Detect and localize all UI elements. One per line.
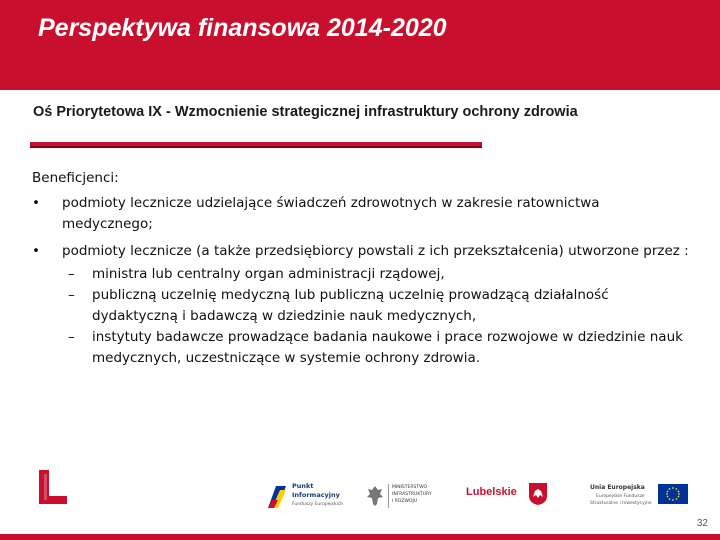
ministry-divider bbox=[388, 484, 389, 508]
bullet-text: podmioty lecznicze udzielające świadczeń zdrowotnych w zakresie ratownictwa medycznego; bbox=[62, 195, 600, 232]
bullet-icon: • bbox=[32, 243, 40, 259]
eu-logo bbox=[590, 482, 696, 516]
sub-item bbox=[32, 285, 692, 327]
subtitle-underline-shadow bbox=[30, 146, 482, 148]
eu-line3: Strukturalne i Inwestycyjne bbox=[590, 501, 652, 506]
partner-logos bbox=[260, 478, 700, 518]
page-number: 32 bbox=[696, 518, 708, 529]
fe-flag-icon bbox=[266, 482, 288, 512]
punkt-line2: Informacyjny bbox=[292, 491, 340, 499]
dash-icon: – bbox=[68, 266, 75, 282]
sub-item bbox=[32, 327, 692, 369]
eu-line2: Europejskie Fundusze bbox=[596, 494, 645, 499]
punkt-informacyjny-logo bbox=[266, 480, 358, 516]
bullet-icon: • bbox=[32, 195, 40, 211]
sub-item-text: ministra lub centralny organ administracji rządowej, bbox=[92, 266, 445, 282]
eu-line1: Unia Europejska bbox=[590, 484, 645, 491]
ministry-line2: INFRASTRUKTURY bbox=[392, 492, 432, 497]
slide-subtitle: Oś Priorytetowa IX - Wzmocnienie strategicznej infrastruktury ochrony zdrowia bbox=[33, 104, 578, 120]
slide-title: Perspektywa finansowa 2014-2020 bbox=[38, 14, 447, 42]
punkt-line3: Funduszy Europejskich bbox=[292, 502, 344, 507]
bullet-item bbox=[32, 193, 692, 235]
punkt-line1: Punkt bbox=[292, 482, 314, 490]
coat-of-arms-icon bbox=[528, 482, 548, 506]
sub-item bbox=[32, 264, 692, 285]
lubelskie-wordmark: Lubelskie bbox=[466, 486, 517, 498]
sub-item-text: instytuty badawcze prowadzące badania naukowe i prace rozwojowe w dziedzinie nauk medycznych, uczestniczące w systemie ochrony zdrowia. bbox=[92, 329, 683, 366]
ministry-line3: I ROZWOJU bbox=[392, 499, 418, 504]
dash-icon: – bbox=[68, 329, 75, 345]
lubelskie-logo bbox=[466, 484, 556, 514]
dash-icon: – bbox=[68, 287, 75, 303]
bullet-text: podmioty lecznicze (a także przedsiębiorcy powstali z ich przekształcenia) utworzone przez : bbox=[62, 243, 689, 259]
eagle-emblem-icon bbox=[366, 484, 384, 508]
sub-item-text: publiczną uczelnię medyczną lub publiczną uczelnię prowadzącą działalność dydaktyczną i badawczą w dziedzinie nauk medycznych, bbox=[92, 287, 609, 324]
eu-flag-icon bbox=[658, 484, 688, 504]
ministry-logo bbox=[366, 482, 452, 516]
beneficiaries-heading: Beneficjenci: bbox=[32, 170, 119, 186]
ministry-line1: MINISTERSTWO bbox=[392, 485, 428, 490]
bottom-band bbox=[0, 534, 720, 540]
slide-content bbox=[32, 168, 692, 369]
bullet-item bbox=[32, 241, 692, 262]
lubelskie-l-logo bbox=[36, 468, 70, 506]
